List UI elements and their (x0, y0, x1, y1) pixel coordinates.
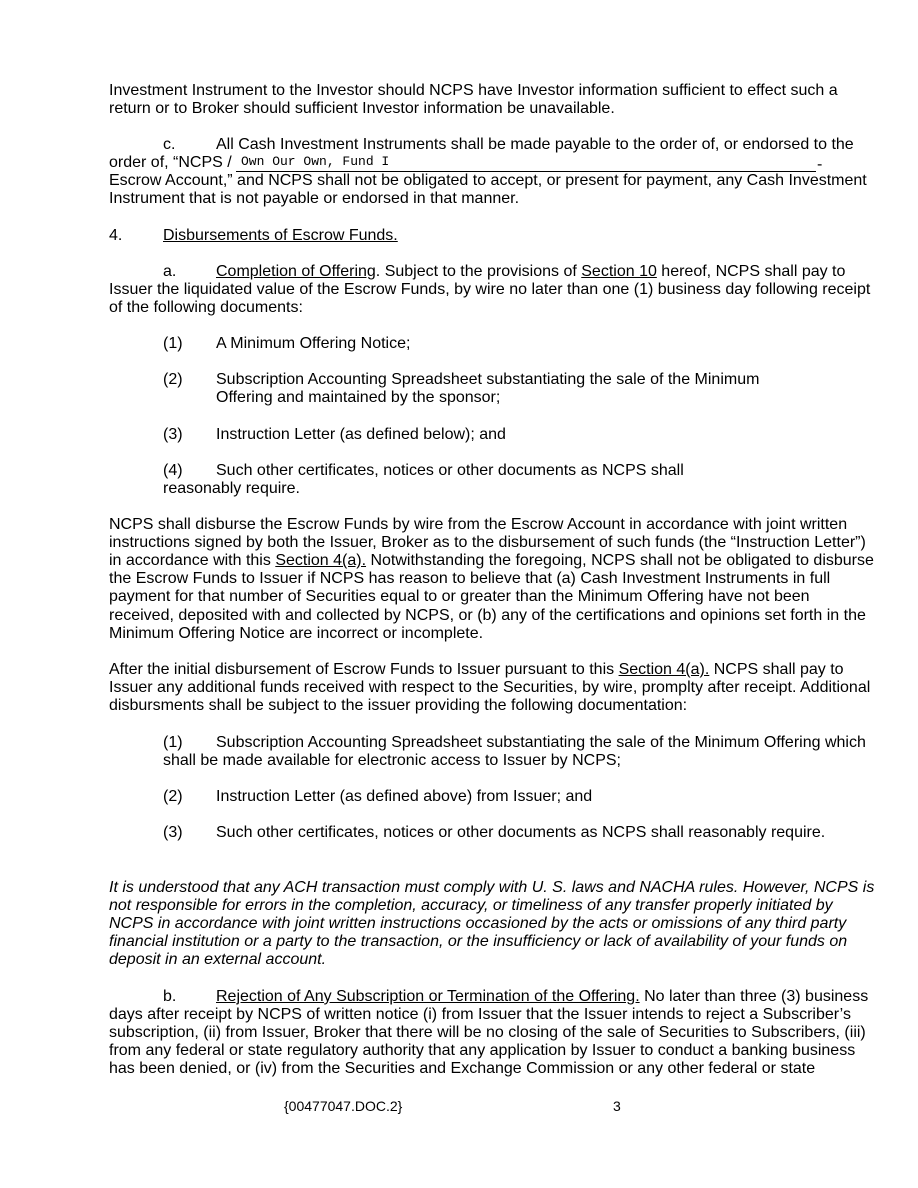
para-b-letter: b. (163, 988, 177, 1005)
list-item-number: (3) (163, 824, 183, 841)
body-text-line: has been denied, or (iv) from the Securities and Exchange Commission or any other federal or state (109, 1060, 816, 1077)
ach-note-line: not responsible for errors in the completion, accuracy, or timeliness of any transfer properly initiated by (109, 897, 833, 914)
body-text-line: order of, “NCPS / (109, 154, 232, 171)
body-text-line (109, 552, 874, 570)
section-title: Disbursements of Escrow Funds. (163, 227, 398, 244)
section-number: 4. (109, 227, 123, 244)
ach-note-line: financial institution or a party to the transaction, or the insufficiency or lack of availability of your funds on (109, 933, 848, 950)
body-text-line: days after receipt by NCPS of written notice (i) from Issuer that the Issuer intends to reject a Subscriber’s (109, 1006, 851, 1023)
body-text-line: Issuer the liquidated value of the Escrow Funds, by wire no later than one (1) business day following receipt (109, 281, 871, 298)
body-text-line (216, 988, 868, 1006)
text-span: After the initial disbursement of Escrow Funds to Issuer pursuant to this (109, 661, 619, 678)
body-text-line (109, 661, 844, 679)
list-item: Such other certificates, notices or other documents as NCPS shall reasonably require. (216, 824, 826, 841)
body-text-line: Escrow Account,” and NCPS shall not be obligated to accept, or present for payment, any Cash Investment (109, 172, 867, 189)
list-item: Subscription Accounting Spreadsheet substantiating the sale of the Minimum (216, 371, 760, 388)
body-text-line: - (817, 156, 823, 173)
list-item-number: (2) (163, 371, 183, 388)
body-text-line: from any federal or state regulatory authority that any application by Issuer to conduct a banking business (109, 1042, 856, 1059)
list-item: Subscription Accounting Spreadsheet substantiating the sale of the Minimum Offering which (216, 734, 866, 751)
list-item: Such other certificates, notices or other documents as NCPS shall (216, 462, 684, 479)
text-span: NCPS shall pay to (709, 661, 844, 678)
fund-name-field: Own Our Own, Fund I (241, 154, 390, 169)
list-item-number: (2) (163, 788, 183, 805)
body-text-line (216, 263, 845, 281)
ach-note-line: NCPS in accordance with joint written instructions occasioned by the acts or omissions of any third party (109, 915, 847, 932)
list-item-number: (3) (163, 426, 183, 443)
body-text-line: return or to Broker should sufficient Investor information be unavailable. (109, 100, 615, 117)
body-text-line: subscription, (ii) from Issuer, Broker that there will be no closing of the sale of Securities to Subscribers, (iii) (109, 1024, 866, 1041)
list-item-number: (4) (163, 462, 183, 479)
body-text-line: All Cash Investment Instruments shall be made payable to the order of, or endorsed to the (216, 136, 854, 153)
section-ref: Section 4(a). (275, 552, 367, 569)
section-ref: Section 4(a). (618, 661, 710, 678)
list-item: A Minimum Offering Notice; (216, 335, 411, 352)
list-item: shall be made available for electronic access to Issuer by NCPS; (163, 752, 621, 769)
page-number: 3 (613, 1098, 621, 1114)
body-text-line: of the following documents: (109, 299, 303, 316)
para-b-heading: Rejection of Any Subscription or Termination of the Offering. (216, 988, 640, 1005)
body-text-line: Instrument that is not payable or endorsed in that manner. (109, 190, 520, 207)
list-item-number: (1) (163, 734, 183, 751)
body-text-line: payment for that number of Securities equal to or greater than the Minimum Offering have not been (109, 588, 810, 605)
list-item: reasonably require. (163, 480, 300, 497)
body-text-line: disbursments shall be subject to the issuer providing the following documentation: (109, 697, 688, 714)
footer-doc-id: {00477047.DOC.2} (284, 1098, 403, 1114)
list-item: Instruction Letter (as defined above) from Issuer; and (216, 788, 593, 805)
text-span: No later than three (3) business (639, 988, 869, 1005)
body-text-line: instructions signed by both the Issuer, Broker as to the disbursement of such funds (the “Instruction Letter”) (109, 534, 866, 551)
para-a-letter: a. (163, 263, 177, 280)
body-text-line: NCPS shall disburse the Escrow Funds by wire from the Escrow Account in accordance with joint written (109, 516, 848, 533)
ach-note-line: It is understood that any ACH transaction must comply with U. S. laws and NACHA rules. However, NCPS is (109, 879, 875, 896)
para-a-heading: Completion of Offering (216, 263, 376, 280)
text-span: Notwithstanding the foregoing, NCPS shall not be obligated to disburse (366, 552, 874, 569)
body-text-line: Minimum Offering Notice are incorrect or incomplete. (109, 625, 484, 642)
body-text-line: Issuer any additional funds received with respect to the Securities, by wire, promplty after receipt. Additional (109, 679, 871, 696)
text-span: in accordance with this (109, 552, 276, 569)
list-item: Offering and maintained by the sponsor; (216, 389, 501, 406)
text-span: . Subject to the provisions of (375, 263, 582, 280)
section-ref: Section 10 (581, 263, 657, 280)
list-item-number: (1) (163, 335, 183, 352)
body-text-line: Investment Instrument to the Investor should NCPS have Investor information sufficient to effect such a (109, 82, 838, 99)
body-text-line: the Escrow Funds to Issuer if NCPS has reason to believe that (a) Cash Investment Instruments in full (109, 570, 831, 587)
text-span: hereof, NCPS shall pay to (656, 263, 846, 280)
ach-note-line: deposit in an external account. (109, 951, 327, 968)
para-c-letter: c. (163, 136, 176, 153)
body-text-line: received, deposited with and collected by NCPS, or (b) any of the certifications and opinions set forth in the (109, 607, 866, 624)
list-item: Instruction Letter (as defined below); and (216, 426, 506, 443)
